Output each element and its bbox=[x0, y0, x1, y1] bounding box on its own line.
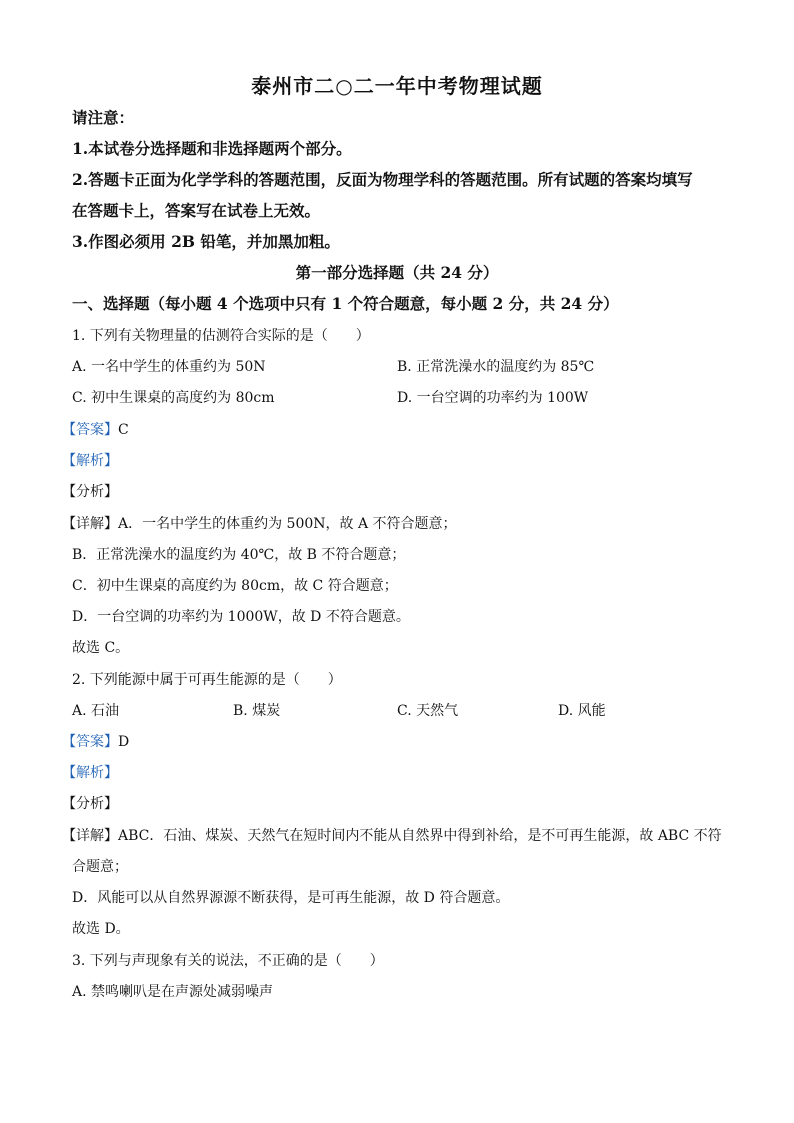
detail-tag: 【详解】 bbox=[62, 828, 118, 844]
page-title: 泰州市二○二一年中考物理试题 bbox=[251, 74, 543, 98]
option-a: A. 一名中学生的体重约为 50N bbox=[72, 359, 266, 375]
notice-item: 在答题卡上，答案写在试卷上无效。 bbox=[72, 201, 321, 220]
analysis-tag: 【解析】 bbox=[62, 453, 118, 469]
section-title: 一、选择题（每小题 4 个选项中只有 1 个符合题意，每小题 2 分，共 24 分） bbox=[72, 294, 619, 313]
detail-line: D．一台空调的功率约为 1000W，故 D 不符合题意。 bbox=[72, 609, 410, 625]
option-d: D. 风能 bbox=[558, 703, 606, 719]
detail-tag: 【详解】 bbox=[62, 516, 118, 532]
notice-item: 1.本试卷分选择题和非选择题两个部分。 bbox=[72, 139, 352, 158]
fenxi-tag: 【分析】 bbox=[62, 484, 118, 500]
detail-line: 故选 C。 bbox=[72, 640, 130, 656]
notice-item: 3.作图必须用 2B 铅笔，并加黑加粗。 bbox=[72, 232, 340, 251]
answer-line bbox=[62, 732, 129, 752]
detail-line: D．风能可以从自然界源源不断获得，是可再生能源，故 D 符合题意。 bbox=[72, 890, 510, 906]
detail-text: A．一名中学生的体重约为 500N，故 A 不符合题意； bbox=[118, 516, 457, 532]
question-stem: 2. 下列能源中属于可再生能源的是（ ） bbox=[72, 672, 342, 688]
option-a: A. 石油 bbox=[72, 703, 120, 719]
option-c: C. 初中生课桌的高度约为 80cm bbox=[72, 390, 275, 406]
question-stem: 1. 下列有关物理量的估测符合实际的是（ ） bbox=[72, 328, 370, 344]
question-stem: 3. 下列与声现象有关的说法，不正确的是（ ） bbox=[72, 953, 384, 969]
option-b: B. 煤炭 bbox=[233, 703, 281, 719]
fenxi-tag: 【分析】 bbox=[62, 796, 118, 812]
option-d: D. 一台空调的功率约为 100W bbox=[397, 390, 589, 406]
answer-line bbox=[62, 420, 129, 440]
answer-value: D bbox=[118, 734, 130, 750]
answer-tag: 【答案】 bbox=[62, 422, 118, 438]
part-title: 第一部分选择题（共 24 分） bbox=[295, 263, 499, 282]
option-a: A. 禁鸣喇叭是在声源处减弱噪声 bbox=[72, 984, 274, 1000]
option-c: C. 天然气 bbox=[397, 703, 459, 719]
detail-line bbox=[62, 514, 457, 534]
option-b: B. 正常洗澡水的温度约为 85℃ bbox=[397, 359, 595, 375]
detail-text: ABC．石油、煤炭、天然气在短时间内不能从自然界中得到补给，是不可再生能源，故 ABC 不符 bbox=[118, 828, 722, 844]
answer-tag: 【答案】 bbox=[62, 734, 118, 750]
detail-line: C．初中生课桌的高度约为 80cm，故 C 符合题意； bbox=[72, 578, 398, 594]
answer-value: C bbox=[118, 422, 129, 438]
detail-line: B．正常洗澡水的温度约为 40℃，故 B 不符合题意； bbox=[72, 547, 406, 563]
analysis-tag: 【解析】 bbox=[62, 765, 118, 781]
notice-item: 2.答题卡正面为化学学科的答题范围，反面为物理学科的答题范围。所有试题的答案均填写 bbox=[72, 170, 693, 189]
detail-line bbox=[62, 826, 722, 846]
notice-heading: 请注意： bbox=[72, 108, 135, 127]
detail-line: 故选 D。 bbox=[72, 921, 130, 937]
detail-line: 合题意； bbox=[72, 859, 128, 875]
